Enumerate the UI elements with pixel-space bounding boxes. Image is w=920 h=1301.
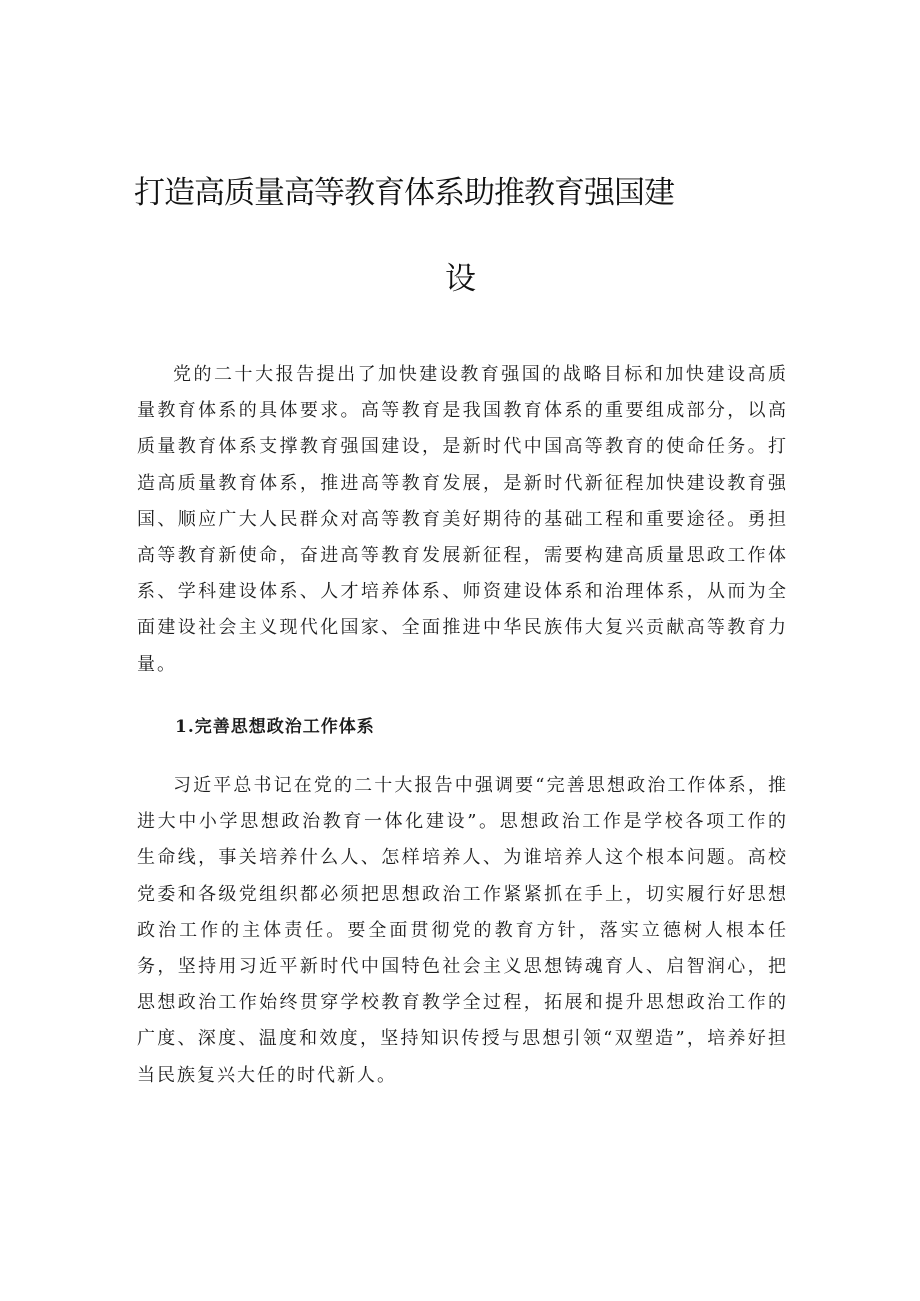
section-1-heading: 1.完善思想政治工作体系 — [175, 717, 375, 737]
section-1-paragraph: 习近平总书记在党的二十大报告中强调要“完善思想政治工作体系，推进大中小学思想政治教育一体化建设”。思想政治工作是学校各项工作的生命线，事关培养什么人、怎样培养人、为谁培养人这个根本问题。高校党委和各级党组织都必须把思想政治工作紧紧抓在手上，切实履行好思想政治工作的主体责任。要全面贯彻党的教育方针，落实立德树人根本任务，坚持用习近平新时代中国特色社会主义思想铸魂育人、启智润心，把思想政治工作始终贯穿学校教育教学全过程，拓展和提升思想政治工作的广度、深度、温度和效度，坚持知识传授与思想引领“双塑造”，培养好担当民族复兴大任的时代新人。 — [137, 775, 788, 1086]
intro-paragraph: 党的二十大报告提出了加快建设教育强国的战略目标和加快建设高质量教育体系的具体要求。高等教育是我国教育体系的重要组成部分，以高质量教育体系支撑教育强国建设，是新时代中国高等教育的使命任务。打造高质量教育体系，推进高等教育发展，是新时代新征程加快建设教育强国、顺应广大人民群众对高等教育美好期待的基础工程和重要途径。勇担高等教育新使命，奋进高等教育发展新征程，需要构建高质量思政工作体系、学科建设体系、人才培养体系、师资建设体系和治理体系，从而为全面建设社会主义现代化国家、全面推进中华民族伟大复兴贡献高等教育力量。 — [137, 364, 788, 675]
document-title-line-1: 打造高质量高等教育体系助推教育强国建 — [134, 175, 674, 211]
document-title-line-2: 设 — [445, 261, 475, 297]
